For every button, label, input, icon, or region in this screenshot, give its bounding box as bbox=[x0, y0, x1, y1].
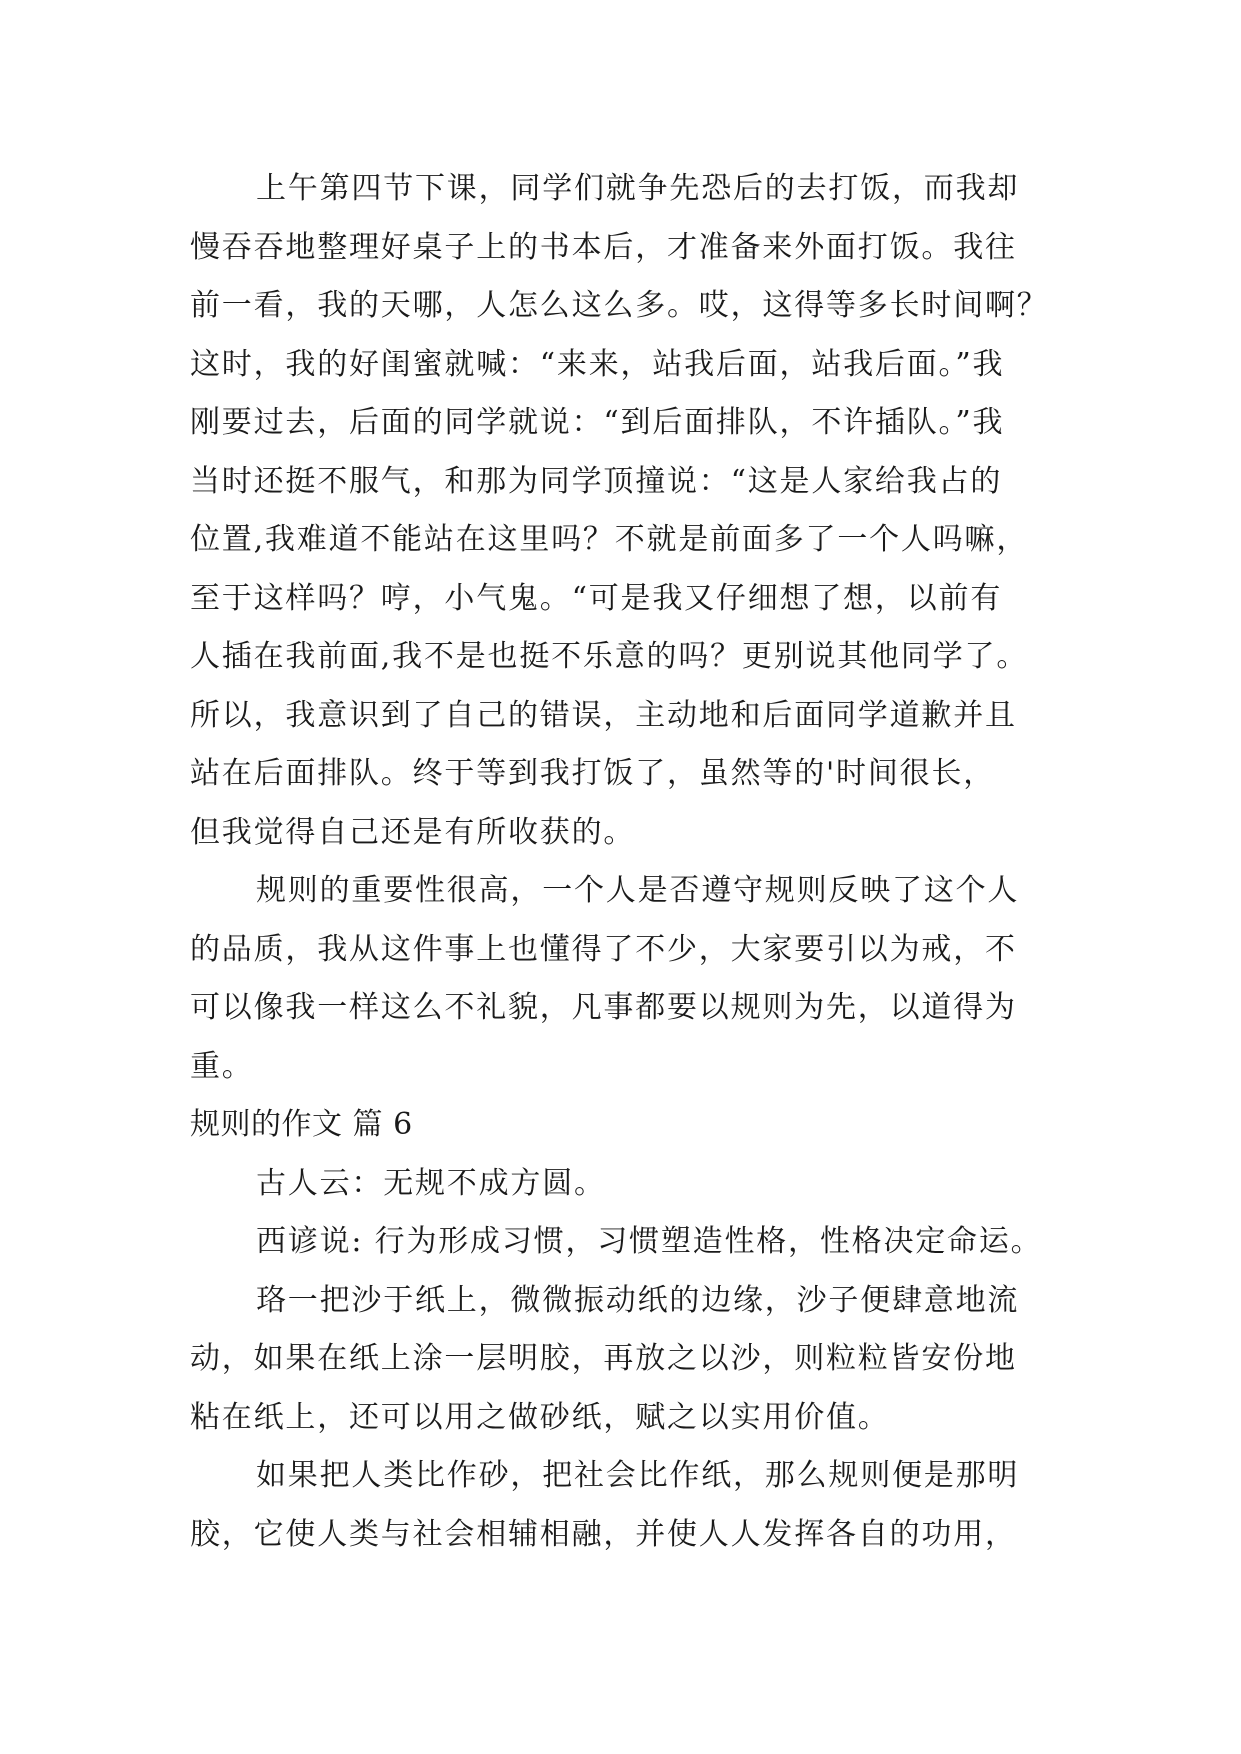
text-line: 这时，我的好闺蜜就喊：“来来，站我后面，站我后面。”我 bbox=[190, 346, 1005, 382]
text-line: 上午第四节下课，同学们就争先恐后的去打饭，而我却 bbox=[256, 171, 1020, 206]
text-line: 刚要过去，后面的同学就说：“到后面排队，不许插队。”我 bbox=[190, 405, 1005, 440]
text-line: 胶，它使人类与社会相辅相融，并使人人发挥各自的功用， bbox=[190, 1516, 1017, 1552]
text-line: 站在后面排队。终于等到我打饭了，虽然等的'时间很长， bbox=[190, 756, 996, 791]
text-line: 位置,我难道不能站在这里吗？不就是前面多了一个人吗嘛， bbox=[190, 522, 1029, 557]
document-body bbox=[190, 160, 1050, 1564]
text-line: 前一看，我的天哪，人怎么这么多。哎，这得等多长时间啊？ bbox=[190, 288, 1049, 323]
text-line: 但我觉得自己还是有所收获的。 bbox=[190, 814, 636, 850]
text-line: 所以，我意识到了自己的错误，主动地和后面同学道歉并且 bbox=[190, 697, 1017, 733]
text-line: 规则的重要性很高，一个人是否遵守规则反映了这个人 bbox=[256, 873, 1020, 908]
text-line: 如果把人类比作砂，把社会比作纸，那么规则便是那明 bbox=[256, 1458, 1020, 1493]
text-line: 珞一把沙于纸上，微微振动纸的边缘，沙子便肆意地流 bbox=[256, 1282, 1020, 1318]
text-line: 粘在纸上，还可以用之做砂纸，赋之以实用价值。 bbox=[190, 1399, 890, 1435]
text-line: 当时还挺不服气，和那为同学顶撞说：“这是人家给我占的 bbox=[190, 463, 1003, 499]
text-line: 慢吞吞地整理好桌子上的书本后，才准备来外面打饭。我往 bbox=[190, 229, 1017, 265]
text-line: 人插在我前面,我不是也挺不乐意的吗？更别说其他同学了。 bbox=[190, 639, 1029, 674]
text-line: 的品质，我从这件事上也懂得了不少，大家要引以为戒，不 bbox=[190, 931, 1017, 967]
text-line: 西谚说: 行为形成习惯，习惯塑造性格，性格决定命运。 bbox=[256, 1224, 1043, 1259]
text-line: 至于这样吗？哼，小气鬼。“可是我又仔细想了想，以前有 bbox=[190, 580, 1003, 616]
text-line: 可以像我一样这么不礼貌，凡事都要以规则为先，以道得为 bbox=[190, 990, 1017, 1025]
text-line: 重。 bbox=[190, 1048, 254, 1084]
text-line: 动，如果在纸上涂一层明胶，再放之以沙，则粒粒皆安份地 bbox=[190, 1341, 1017, 1376]
text-line: 古人云：无规不成方圆。 bbox=[256, 1165, 606, 1201]
section-heading: 规则的作文 篇 6 bbox=[190, 1107, 413, 1142]
